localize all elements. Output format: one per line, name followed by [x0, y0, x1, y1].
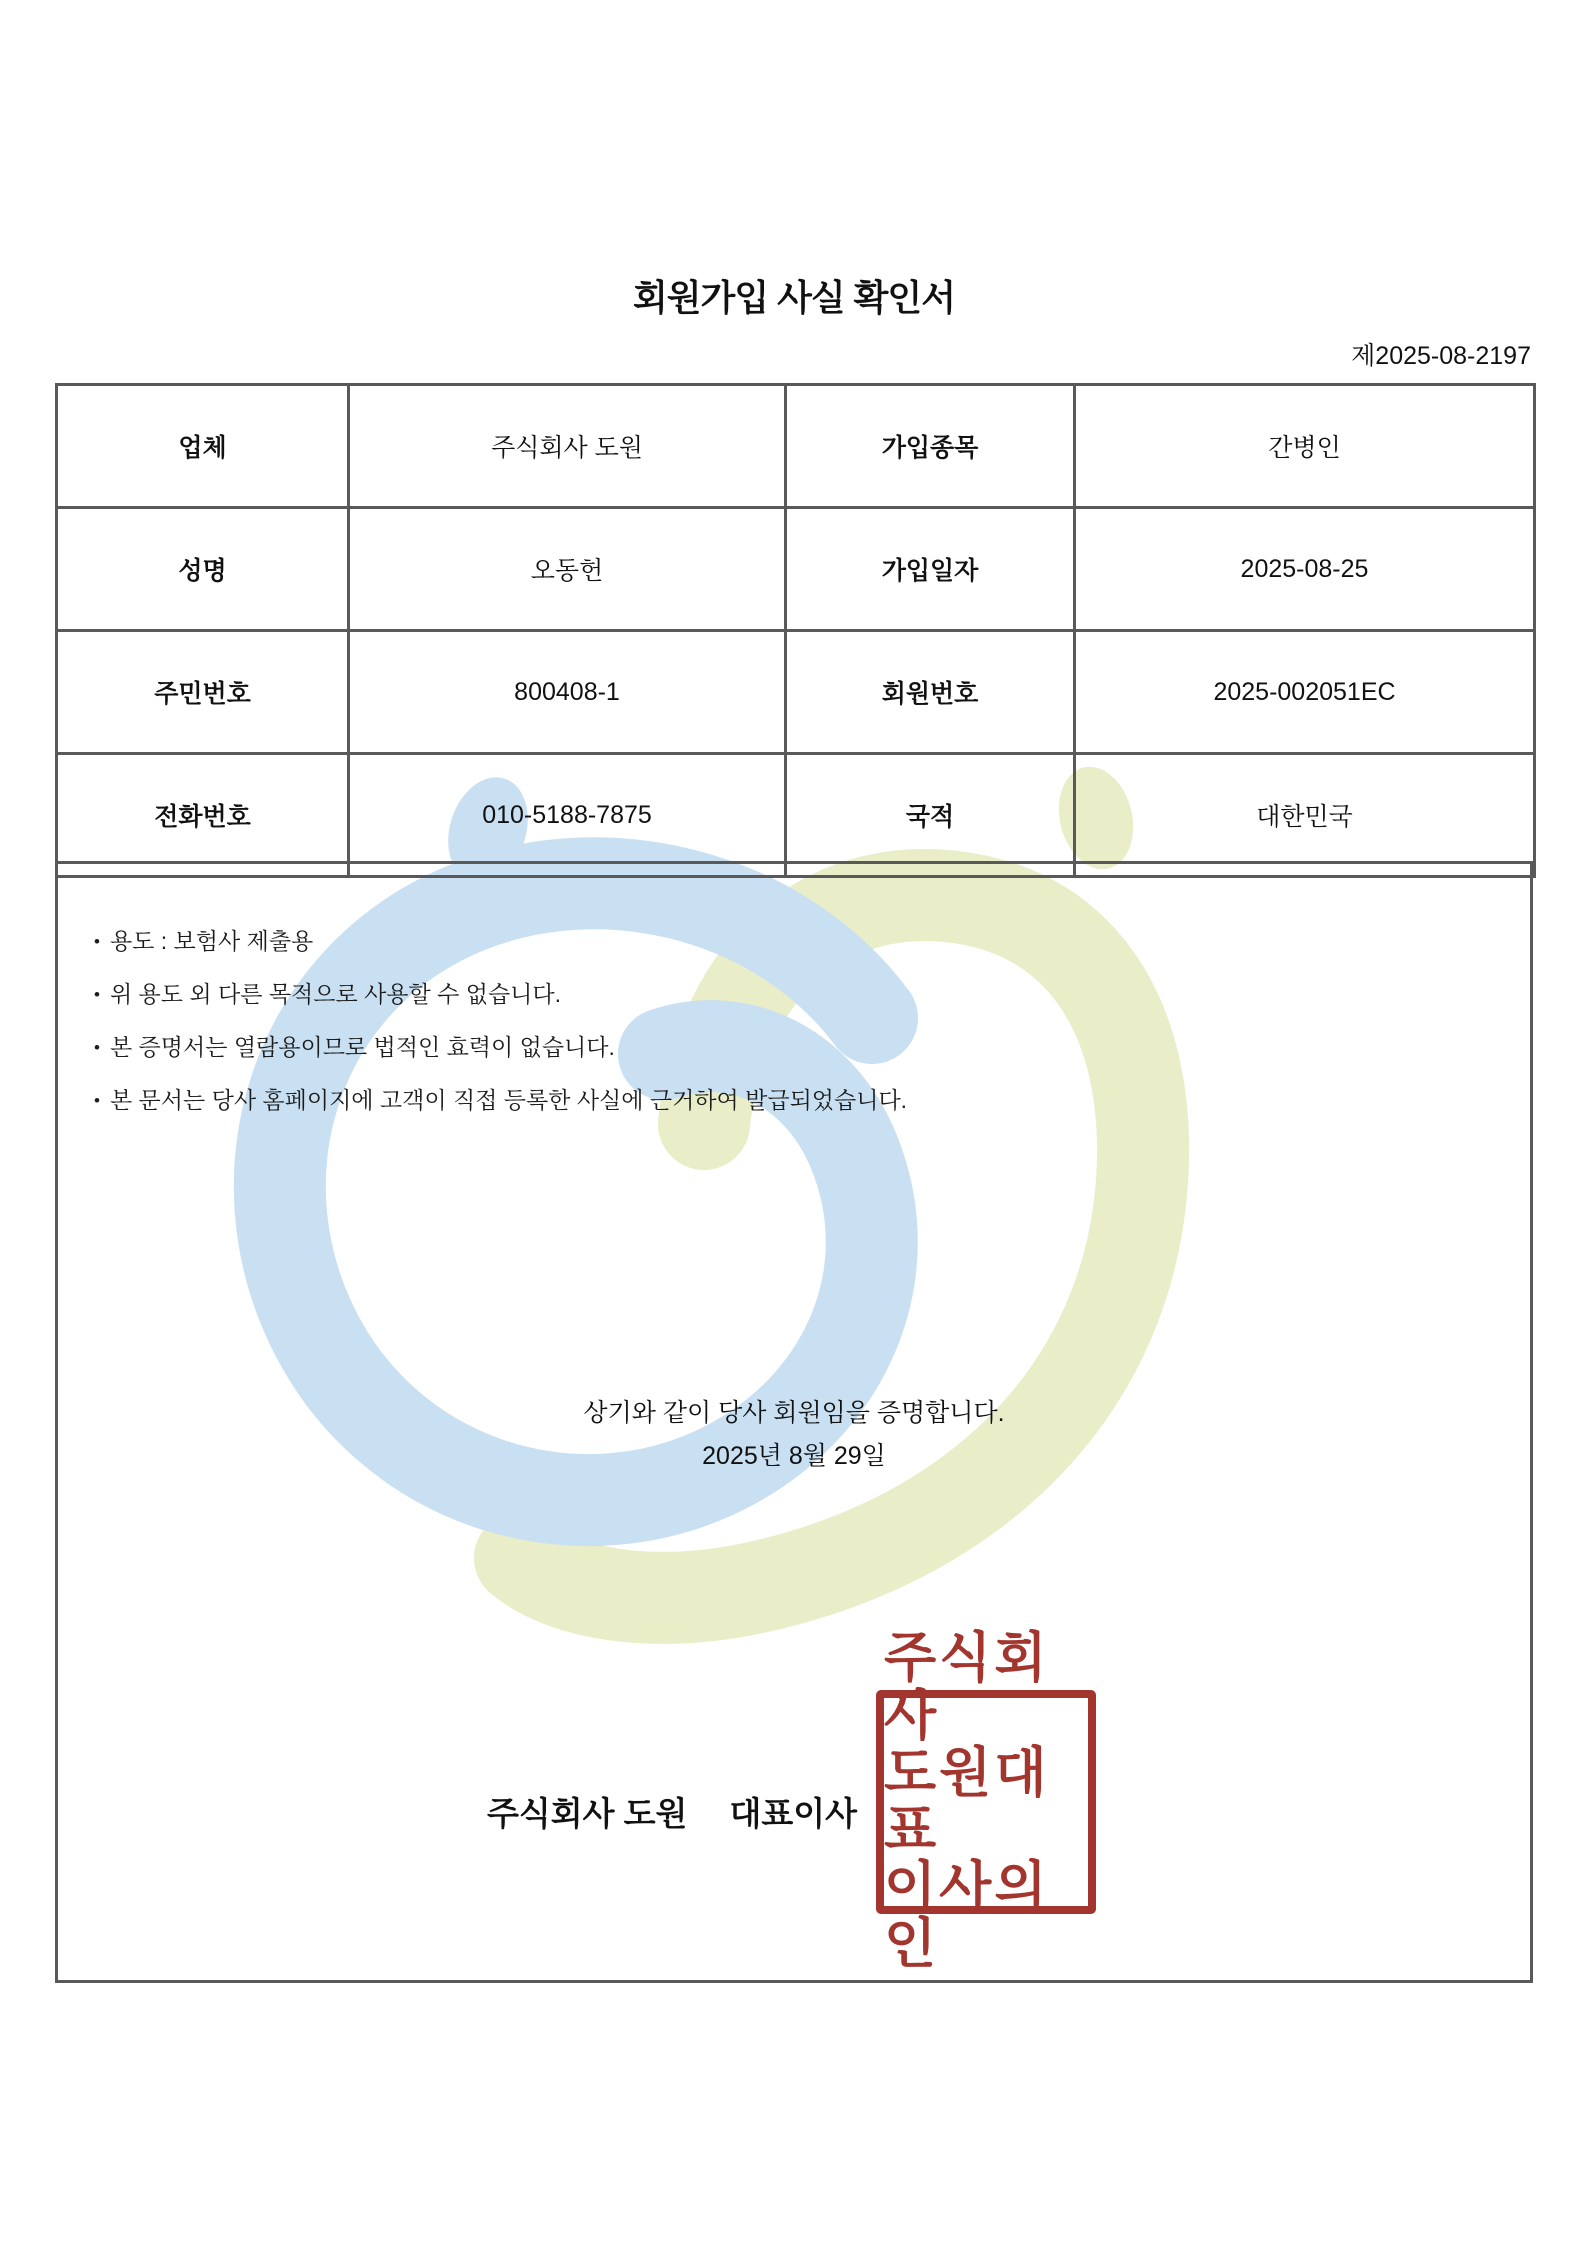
- note-purpose: • 용도 : 보험사 제출용: [94, 930, 1530, 953]
- signature-title: 대표이사: [729, 1795, 857, 1832]
- certification-date: 2025년 8월 29일: [702, 1442, 886, 1470]
- label-phone: 전화번호: [57, 754, 349, 877]
- member-info-table: [55, 383, 1536, 878]
- table-row: [57, 385, 1535, 508]
- table-row: [57, 631, 1535, 754]
- label-nationality: 국적: [786, 754, 1075, 877]
- corporate-seal-stamp: [876, 1628, 1096, 1975]
- label-join-date: 가입일자: [786, 508, 1075, 631]
- certification-statement: [0, 1392, 1588, 1478]
- notes-list: [94, 930, 1530, 1112]
- label-name: 성명: [57, 508, 349, 631]
- value-name: 오동헌: [349, 508, 786, 631]
- value-membership-type: 간병인: [1075, 385, 1535, 508]
- table-row: [57, 754, 1535, 877]
- value-member-number: 2025-002051EC: [1075, 631, 1535, 754]
- note-source: • 본 문서는 당사 홈페이지에 고객이 직접 등록한 사실에 근거하여 발급되었습니다.: [94, 1089, 1530, 1112]
- certification-line: 상기와 같이 당사 회원임을 증명합니다.: [583, 1399, 1005, 1427]
- note-no-legal-effect: • 본 증명서는 열람용이므로 법적인 효력이 없습니다.: [94, 1036, 1530, 1059]
- value-phone: 010-5188-7875: [349, 754, 786, 877]
- table-row: [57, 508, 1535, 631]
- label-company: 업체: [57, 385, 349, 508]
- page-title: 회원가입 사실 확인서: [633, 277, 955, 318]
- label-resident-number: 주민번호: [57, 631, 349, 754]
- value-join-date: 2025-08-25: [1075, 508, 1535, 631]
- seal-line-1: 주식회사: [884, 1628, 1050, 1746]
- seal-line-2: 도원대표: [884, 1742, 1050, 1860]
- label-membership-type: 가입종목: [786, 385, 1075, 508]
- signature-line: [487, 1788, 857, 1835]
- value-nationality: 대한민국: [1075, 754, 1535, 877]
- value-resident-number: 800408-1: [349, 631, 786, 754]
- note-restriction: • 위 용도 외 다른 목적으로 사용할 수 없습니다.: [94, 983, 1530, 1006]
- document-number: 제2025-08-2197: [1351, 342, 1531, 370]
- signature-company: 주식회사 도원: [487, 1795, 688, 1832]
- value-company: 주식회사 도원: [349, 385, 786, 508]
- label-member-number: 회원번호: [786, 631, 1075, 754]
- seal-line-3: 이사의인: [884, 1857, 1050, 1975]
